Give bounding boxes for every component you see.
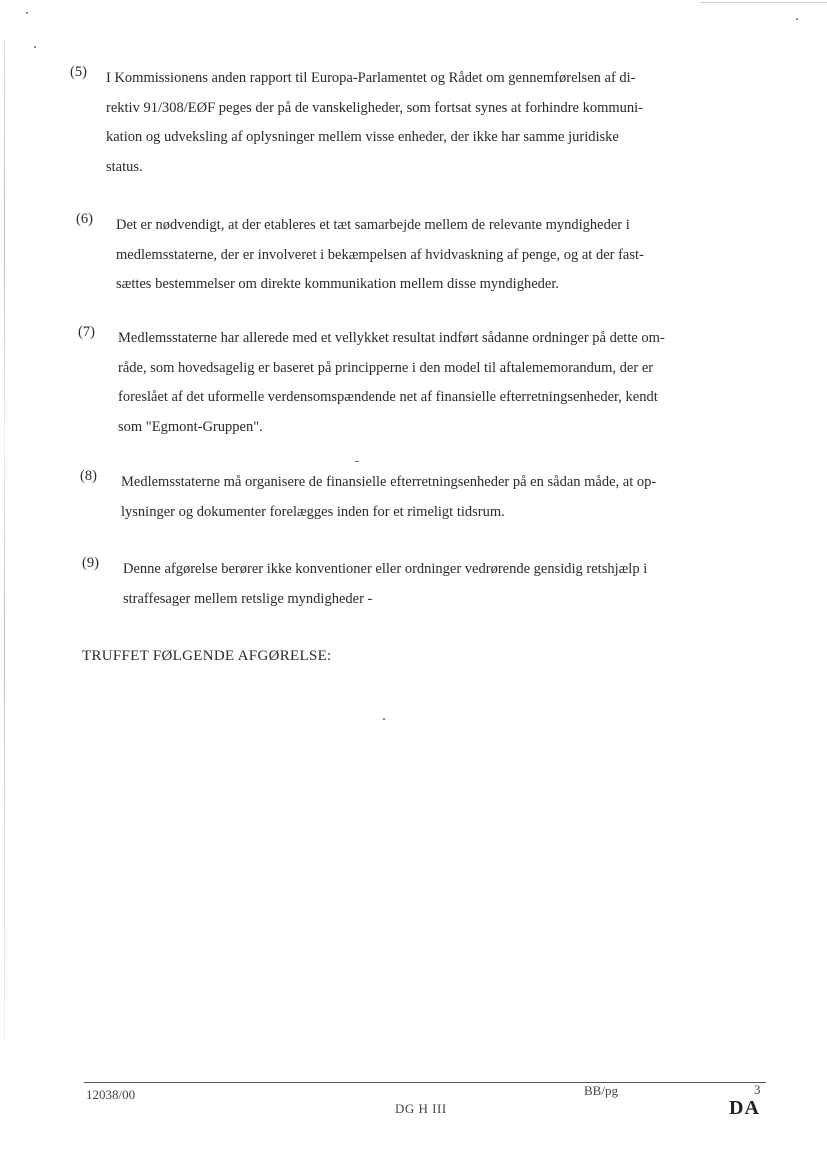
scan-speck [383,718,385,720]
recital-number: (8) [80,468,97,484]
document-reference: 12038/00 [86,1087,136,1102]
scan-speck [34,46,36,48]
recital-number: (5) [70,64,87,80]
recital-line: lysninger og dokumenter forelægges inden for et rimeligt tidsrum. [121,503,505,520]
recital-number: (6) [76,211,93,227]
recital-line: I Kommissionens anden rapport til Europa-Parlamentet og Rådet om gennemførelsen af di- [106,70,636,86]
recital-text [116,211,766,300]
recital-line: Det er nødvendigt, at der etableres et tæt samarbejde mellem de relevante myndigheder i [116,217,630,233]
recital-line: Medlemsstaterne må organisere de finansielle efterretningsenheder på en sådan måde, at op- [121,474,657,490]
recital-text [118,324,768,442]
footer-divider [84,1082,766,1083]
recital-line: sættes bestemmelser om direkte kommunikation mellem disse myndigheder. [116,276,559,292]
author-initials: BB/pg [584,1083,618,1098]
department-code: DG H III [395,1101,447,1116]
recital-line: medlemsstaterne, der er involveret i bekæmpelsen af hvidvaskning af penge, og at der fast- [116,246,644,263]
recital-line: straffesager mellem retslige myndigheder - [123,590,373,607]
scan-speck [796,18,798,20]
recital-line: kation og udveksling af oplysninger mellem visse enheder, der ikke har samme juridiske [106,129,619,145]
recital-line: Medlemsstaterne har allerede med et vellykket resultat indført sådanne ordninger på dette om- [118,330,665,346]
page-number: 3 [754,1082,761,1097]
language-code: DA [729,1097,760,1119]
recital-text [106,64,756,182]
recital-line: rektiv 91/308/EØF peges der på de vanskeligheder, som fortsat synes at forhindre kommuni- [106,99,644,116]
recital-number: (9) [82,555,99,571]
recital-line: Denne afgørelse berører ikke konventioner eller ordninger vedrørende gensidig retshjælp i [123,561,648,577]
recital-text [121,468,771,527]
recital-line: råde, som hovedsagelig er baseret på principperne i den model til aftalememorandum, der er [118,359,654,376]
scan-speck [26,12,28,14]
recital-line: som "Egmont-Gruppen". [118,418,263,435]
recital-text [123,555,773,614]
scan-edge-top [700,2,827,3]
decision-heading: TRUFFET FØLGENDE AFGØRELSE: [82,648,332,664]
scan-speck [355,461,359,462]
recital-line: status. [106,158,143,175]
recital-line: foreslået af det uformelle verdensomspændende net af finansielle efterretningsenheder, kendt [118,389,658,405]
recital-number: (7) [78,324,95,340]
scan-edge-left [4,40,5,1040]
